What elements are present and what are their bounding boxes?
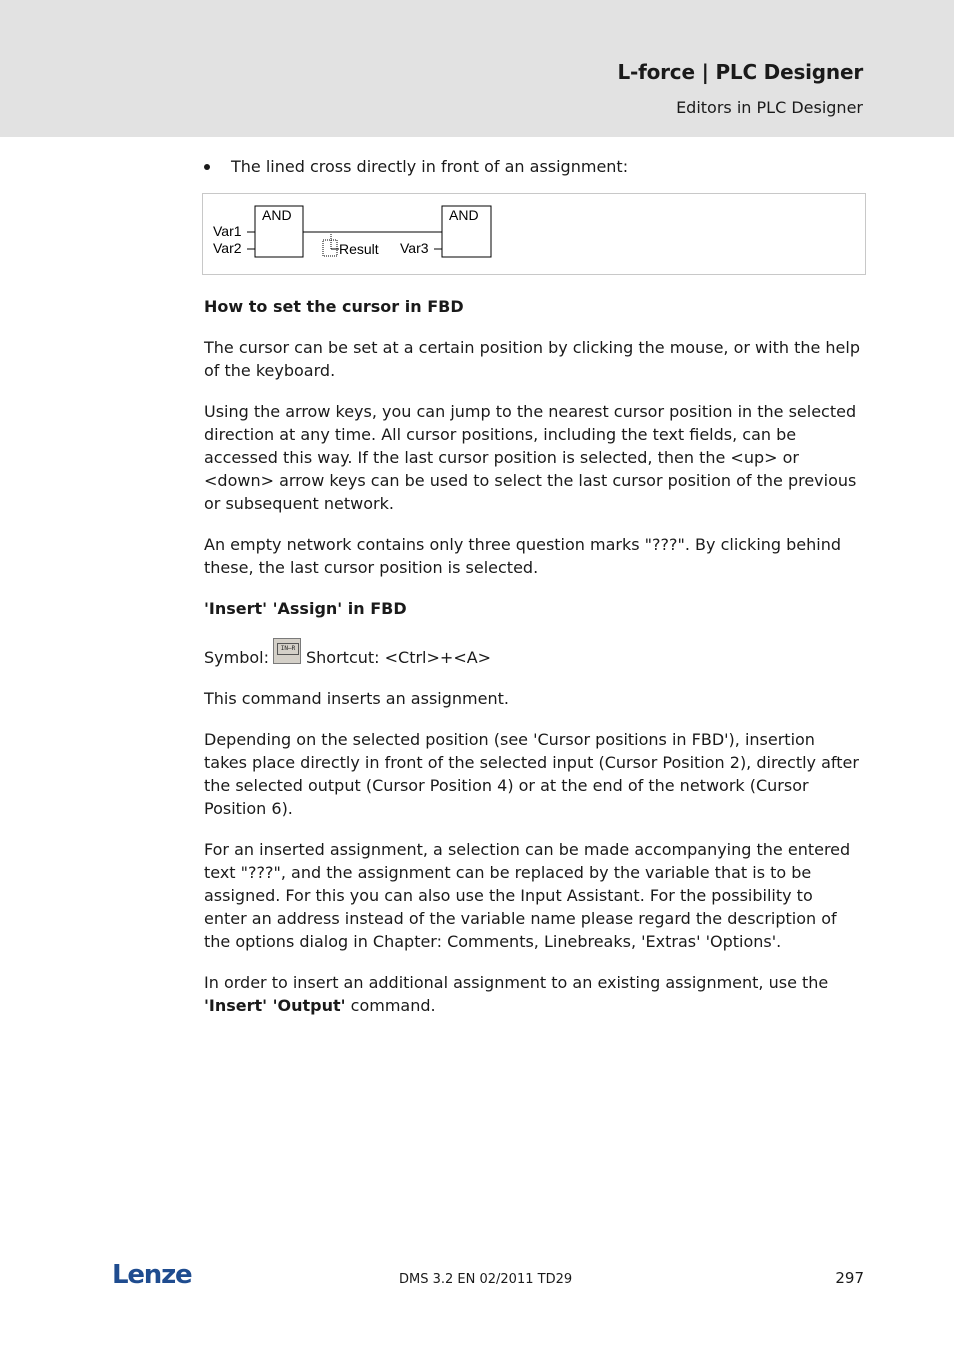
bullet-dot [204, 164, 210, 170]
cursor-cross-icon [323, 240, 337, 256]
paragraph: The cursor can be set at a certain position by clicking the mouse, or with the help of the keyboard. [204, 338, 860, 380]
heading-insert-assign: 'Insert' 'Assign' in FBD [204, 599, 407, 618]
and-block-2-label: AND [449, 207, 479, 223]
result-label: Result [339, 241, 379, 257]
input-var2: Var2 [213, 240, 242, 256]
input-var3: Var3 [400, 240, 429, 256]
symbol-row [204, 638, 860, 669]
bullet-item [204, 155, 860, 178]
paragraph: An empty network contains only three question marks "???". By clicking behind these, the last cursor position is selected. [204, 535, 842, 577]
symbol-label: Symbol: [204, 648, 269, 667]
and-block-1-label: AND [262, 207, 292, 223]
document-id: DMS 3.2 EN 02/2011 TD29 [399, 1272, 573, 1287]
insert-assign-icon-text: IN—R [277, 643, 299, 655]
paragraph-text: command. [345, 996, 436, 1015]
fbd-figure [202, 193, 866, 275]
chapter-title: Editors in PLC Designer [676, 98, 863, 117]
page-content [204, 155, 860, 1017]
paragraph [204, 971, 860, 1017]
paragraph: Depending on the selected position (see 'Cursor positions in FBD'), insertion takes place directly in front of the selected input (Cursor Position 2), directly after the selected output (Cursor Position 4) or at the end of the network (Cursor Position 6). [204, 730, 859, 818]
lenze-logo: Lenze [112, 1260, 192, 1290]
input-var1: Var1 [213, 223, 242, 239]
bullet-text: The lined cross directly in front of an assignment: [231, 157, 629, 176]
fbd-diagram [203, 194, 865, 274]
command-name: 'Insert' 'Output' [204, 996, 346, 1015]
paragraph: For an inserted assignment, a selection can be made accompanying the entered text "???", and the assignment can be replaced by the variable that is to be assigned. For this you can also use the Input Assistant. For the possibility to enter an address instead of the variable name please regard the description of the options dialog in Chapter: Comments, Linebreaks, 'Extras' 'Options'. [204, 840, 851, 951]
heading-cursor-in-fbd: How to set the cursor in FBD [204, 297, 464, 316]
page-number: 297 [835, 1269, 864, 1287]
shortcut-text: Shortcut: <Ctrl>+<A> [306, 648, 492, 667]
paragraph: Using the arrow keys, you can jump to the nearest cursor position in the selected direction at any time. All cursor positions, including the text fields, can be accessed this way. If the last cursor position is selected, then the <up> or <down> arrow keys can be used to select the last cursor position of the previous or subsequent network. [204, 402, 857, 513]
paragraph-text: In order to insert an additional assignment to an existing assignment, use the [204, 973, 829, 992]
paragraph: This command inserts an assignment. [204, 689, 509, 708]
document-title: L-force | PLC Designer [617, 60, 863, 84]
insert-assign-icon [273, 638, 301, 664]
page-header [0, 0, 954, 137]
